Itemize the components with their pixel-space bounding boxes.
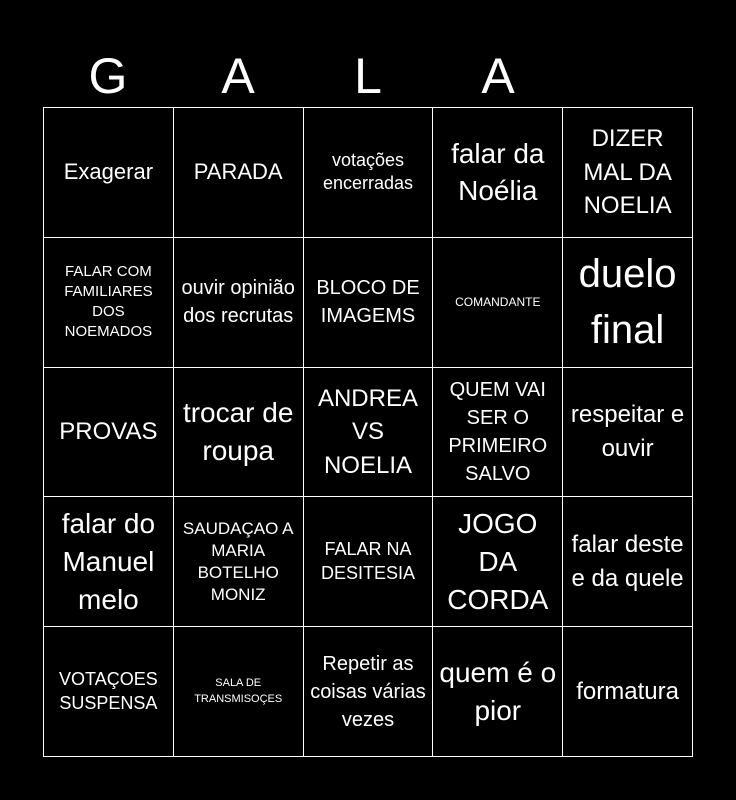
cell-label: COMANDANTE: [455, 294, 541, 309]
cell-label: ouvir opinião dos recrutas: [181, 277, 295, 328]
header-letter-a-2: A: [481, 48, 515, 104]
cell-label: falar do Manuel melo: [61, 508, 156, 615]
bingo-cell[interactable]: [304, 238, 434, 368]
bingo-cell[interactable]: [44, 108, 174, 238]
cell-label: VOTAÇOES SUSPENSA: [59, 669, 158, 713]
cell-label: PARADA: [193, 159, 283, 185]
bingo-cell[interactable]: [44, 497, 174, 627]
header-letter-l: L: [354, 48, 382, 104]
cell-label: trocar de roupa: [182, 397, 294, 466]
bingo-cell[interactable]: [174, 108, 304, 238]
cell-label: ANDREA VS NOELIA: [317, 384, 418, 479]
cell-label: Repetir as coisas várias vezes: [310, 652, 426, 731]
bingo-cell[interactable]: [433, 627, 563, 757]
cell-label: FALAR COM FAMILIARES DOS NOEMADOS: [64, 262, 153, 341]
bingo-cell[interactable]: [433, 368, 563, 498]
bingo-cell[interactable]: [174, 497, 304, 627]
bingo-cell[interactable]: [304, 368, 434, 498]
bingo-header: [43, 48, 693, 104]
cell-label: quem é o pior: [439, 656, 557, 726]
bingo-cell[interactable]: [304, 108, 434, 238]
bingo-cell[interactable]: [44, 627, 174, 757]
header-letter-g: G: [88, 48, 128, 104]
cell-label: PROVAS: [59, 418, 158, 446]
bingo-cell[interactable]: [563, 368, 693, 498]
bingo-cell[interactable]: [563, 108, 693, 238]
cell-label: JOGO DA CORDA: [447, 508, 549, 615]
bingo-cell[interactable]: [563, 497, 693, 627]
cell-label: falar deste e da quele: [571, 531, 684, 592]
cell-label: Exagerar: [63, 159, 154, 185]
bingo-cell[interactable]: [44, 238, 174, 368]
cell-label: SALA DE TRANSMISOÇES: [194, 676, 283, 705]
header-letter-blank: [563, 48, 693, 104]
bingo-cell[interactable]: [174, 368, 304, 498]
bingo-cell[interactable]: [304, 497, 434, 627]
bingo-cell[interactable]: [433, 238, 563, 368]
bingo-cell[interactable]: [563, 238, 693, 368]
cell-label: formatura: [576, 677, 679, 705]
bingo-board: [43, 107, 693, 757]
bingo-cell[interactable]: [44, 368, 174, 498]
cell-label: votações encerradas: [322, 150, 414, 194]
bingo-cell[interactable]: [174, 238, 304, 368]
cell-label: falar da Noélia: [451, 137, 545, 207]
cell-label: BLOCO DE IMAGEMS: [316, 277, 420, 328]
cell-label: respeitar e ouvir: [570, 401, 685, 462]
cell-label: duelo final: [578, 252, 677, 353]
cell-label: DIZER MAL DA NOELIA: [583, 125, 672, 220]
bingo-cell[interactable]: [304, 627, 434, 757]
cell-label: QUEM VAI SER O PRIMEIRO SALVO: [448, 378, 548, 485]
bingo-cell[interactable]: [174, 627, 304, 757]
bingo-cell[interactable]: [433, 497, 563, 627]
header-letter-a: A: [221, 48, 255, 104]
cell-label: FALAR NA DESITESIA: [320, 539, 415, 583]
bingo-cell[interactable]: [563, 627, 693, 757]
cell-label: SAUDAÇAO A MARIA BOTELHO MONIZ: [182, 518, 294, 604]
bingo-cell[interactable]: [433, 108, 563, 238]
